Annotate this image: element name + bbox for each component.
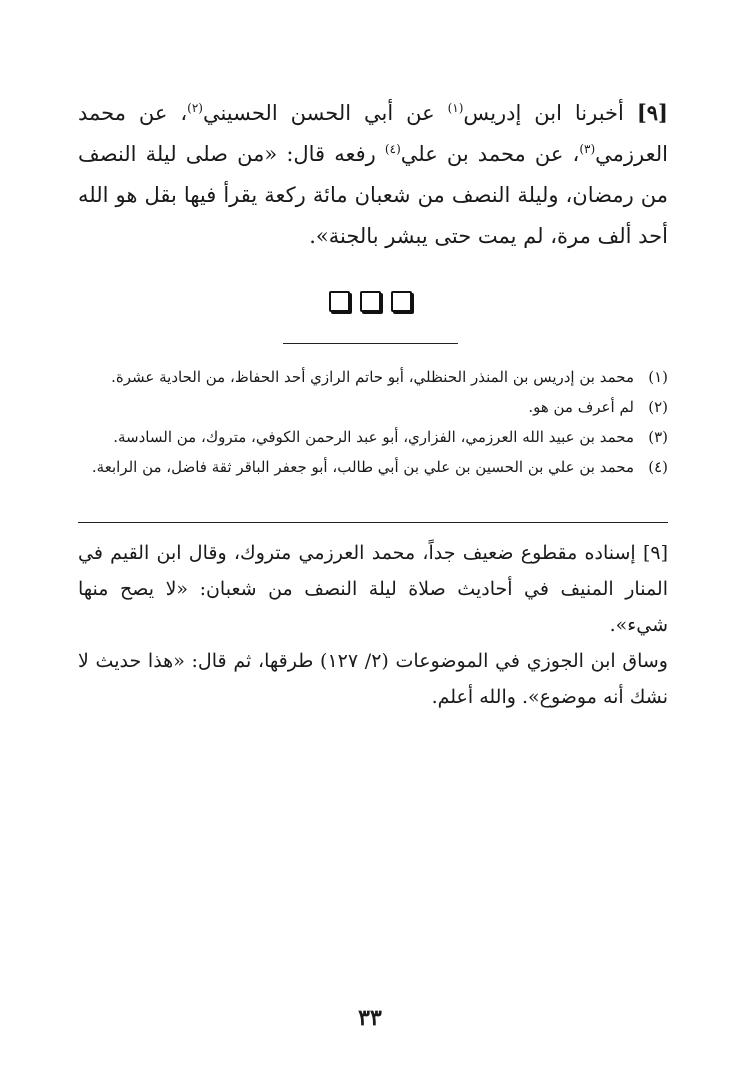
footnote-text: محمد بن علي بن الحسين بن علي بن أبي طالب، أبو جعفر الباقر ثقة فاضل، من الرابعة. [91, 458, 634, 476]
footnote-item [78, 392, 668, 422]
hadith-segment: رفعه قال: «من صلى ليلة النصف من رمضان، وليلة النصف من شعبان مائة ركعة يقرأ فيها بقل هو الله أحد ألف مرة، لم يمت حتى يبشر بالجنة». [78, 142, 668, 248]
page-number: ٣٣ [358, 1005, 382, 1031]
square-ornament-icon [360, 291, 381, 312]
footnote-text: محمد بن إدريس بن المنذر الحنظلي، أبو حاتم الرازي أحد الحفاظ، من الحادية عشرة. [111, 368, 634, 386]
hadith-text [78, 92, 668, 257]
footnote-number: (٣) [648, 428, 668, 446]
commentary-paragraph: وساق ابن الجوزي في الموضوعات (٢/ ١٢٧) طرقها، ثم قال: «هذا حديث لا نشك أنه موضوع». والله أعلم. [78, 650, 668, 708]
footnote-ref[interactable]: (١) [447, 101, 464, 115]
commentary [78, 535, 668, 715]
commentary-paragraph: [٩] إسناده مقطوع ضعيف جداً، محمد العرزمي متروك، وقال ابن القيم في المنار المنيف في أحاديث صلاة ليلة النصف من شعبان: «لا يصح منها شيء». [78, 542, 668, 636]
hadith-number: [٩] [636, 100, 668, 125]
hadith-segment: عن أبي الحسن الحسيني [202, 101, 435, 125]
footnote-number: (١) [648, 368, 668, 386]
footnotes [78, 362, 668, 482]
footnote-divider [0, 343, 740, 344]
footnote-ref[interactable]: (٤) [384, 142, 401, 156]
footnote-text: محمد بن عبيد الله العرزمي، الفزاري، أبو عبد الرحمن الكوفي، متروك، من السادسة. [113, 428, 634, 446]
footnote-number: (٢) [648, 398, 668, 416]
footnote-item [78, 422, 668, 452]
square-ornament-icon [391, 291, 412, 312]
footnote-number: (٤) [648, 458, 668, 476]
footnote-ref[interactable]: (٣) [579, 142, 596, 156]
footnote-ref[interactable]: (٢) [187, 101, 203, 115]
footnote-item [78, 452, 668, 482]
hadith-segment: ، عن محمد بن علي [400, 142, 580, 166]
commentary-divider [78, 522, 668, 523]
section-ornament [0, 291, 740, 312]
footnote-text: لم أعرف من هو. [528, 398, 634, 416]
footnote-item [78, 362, 668, 392]
hadith-segment: ، عن محمد العرزمي [78, 101, 668, 166]
square-ornament-icon [329, 291, 350, 312]
hadith-segment: أخبرنا ابن إدريس [463, 101, 624, 125]
